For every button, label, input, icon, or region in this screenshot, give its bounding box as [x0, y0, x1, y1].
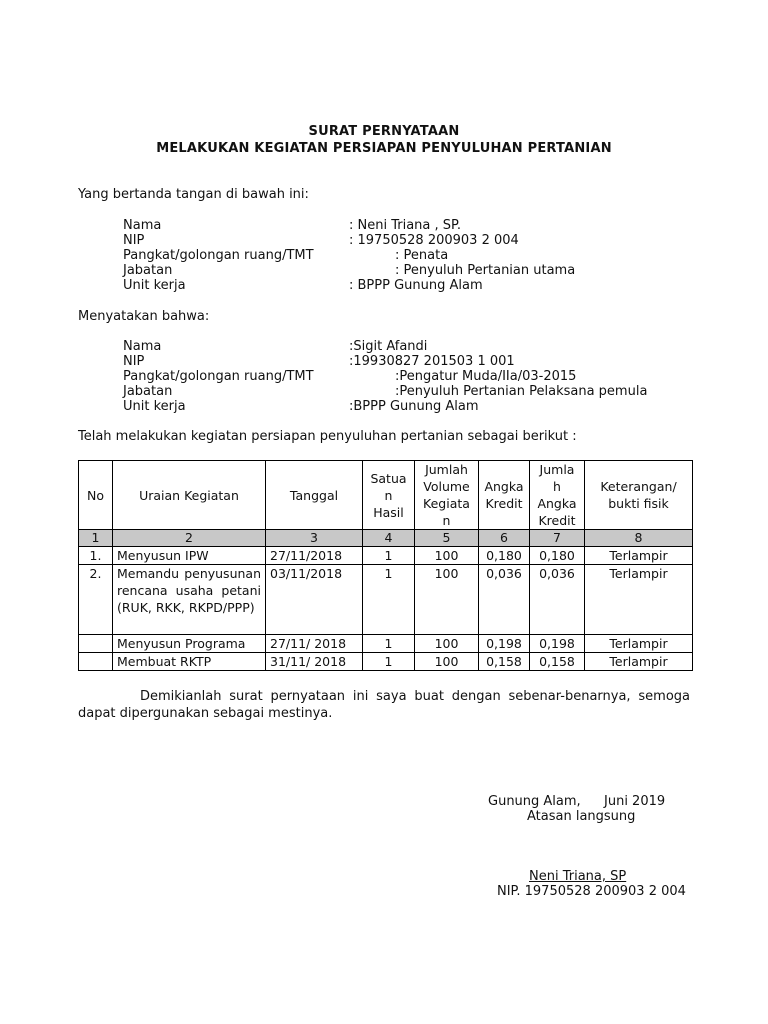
- signer-name: Neni Triana, SP: [529, 869, 627, 884]
- field-label: Pangkat/golongan ruang/TMT: [123, 248, 314, 263]
- cell-angka: 0,180: [479, 547, 530, 565]
- column-index: 6: [479, 530, 530, 547]
- document-title: SURAT PERNYATAAN: [308, 124, 460, 139]
- cell-keterangan: Terlampir: [585, 565, 693, 635]
- header-tanggal: Tanggal: [266, 461, 363, 530]
- table-row: [79, 547, 693, 565]
- header-text: Volume: [423, 479, 470, 494]
- field-value: :Penyuluh Pertanian Pelaksana pemula: [395, 384, 648, 399]
- field-value: :Pengatur Muda/IIa/03-2015: [395, 369, 577, 384]
- header-text: n: [442, 513, 451, 528]
- field-label: Unit kerja: [123, 399, 186, 414]
- header-text: Kegiata: [423, 496, 470, 511]
- header-angka: [479, 461, 530, 530]
- header-text: Jumlah: [425, 462, 468, 477]
- column-index: 7: [530, 530, 585, 547]
- header-text: n: [384, 487, 393, 503]
- cell-tanggal: 03/11/2018: [266, 565, 363, 635]
- header-jumlah: [415, 461, 479, 530]
- header-text: bukti fisik: [608, 496, 669, 511]
- cell-satuan: 1: [363, 547, 415, 565]
- cell-jumlah: 100: [415, 653, 479, 671]
- cell-jumlah: 100: [415, 635, 479, 653]
- table-row: [79, 653, 693, 671]
- cell-jumlah-angka: 0,036: [530, 565, 585, 635]
- header-no: No: [79, 461, 113, 530]
- activity-table: [78, 460, 693, 671]
- cell-jumlah-angka: 0,158: [530, 653, 585, 671]
- cell-jumlah: 100: [415, 547, 479, 565]
- field-value: : Penata: [395, 248, 449, 263]
- cell-no: 2.: [79, 565, 113, 635]
- field-label: Jabatan: [123, 384, 173, 399]
- cell-jumlah-angka: 0,198: [530, 635, 585, 653]
- column-index: 8: [585, 530, 693, 547]
- column-index: 5: [415, 530, 479, 547]
- intro-text: Yang bertanda tangan di bawah ini:: [78, 187, 309, 202]
- cell-tanggal: 31/11/ 2018: [266, 653, 363, 671]
- header-keterangan: [585, 461, 693, 530]
- signer-nip: NIP. 19750528 200903 2 004: [497, 884, 686, 899]
- cell-jumlah-angka: 0,180: [530, 547, 585, 565]
- cell-uraian: Menyusun IPW: [113, 547, 266, 565]
- field-label: NIP: [123, 233, 145, 248]
- field-value: :Sigit Afandi: [349, 339, 428, 354]
- signature-place: Gunung Alam,: [488, 794, 581, 809]
- cell-no: [79, 635, 113, 653]
- field-label: Nama: [123, 218, 162, 233]
- cell-satuan: 1: [363, 565, 415, 635]
- signature-date: Juni 2019: [604, 794, 666, 809]
- cell-angka: 0,198: [479, 635, 530, 653]
- header-text: h: [553, 479, 561, 494]
- table-row: [79, 565, 693, 635]
- cell-keterangan: Terlampir: [585, 547, 693, 565]
- header-text: Angka: [537, 496, 577, 511]
- field-label: Nama: [123, 339, 162, 354]
- field-label: NIP: [123, 354, 145, 369]
- cell-jumlah: 100: [415, 565, 479, 635]
- field-value: : BPPP Gunung Alam: [349, 278, 483, 293]
- cell-satuan: 1: [363, 635, 415, 653]
- document-subtitle: MELAKUKAN KEGIATAN PERSIAPAN PENYULUHAN PERTANIAN: [156, 141, 612, 156]
- column-index: 2: [113, 530, 266, 547]
- header-text: Hasil: [373, 504, 404, 520]
- header-jumlah-angka: [530, 461, 585, 530]
- field-value: : 19750528 200903 2 004: [349, 233, 519, 248]
- cell-uraian: Memandu penyusunan rencana usaha petani (RUK, RKK, RKPD/PPP): [113, 565, 266, 635]
- field-value: : Neni Triana , SP.: [349, 218, 461, 233]
- header-text: Keterangan/: [600, 479, 677, 494]
- cell-angka: 0,158: [479, 653, 530, 671]
- header-text: Satua: [370, 470, 407, 486]
- header-text: Jumla: [539, 462, 575, 477]
- cell-keterangan: Terlampir: [585, 635, 693, 653]
- header-satuan: [363, 461, 415, 530]
- field-label: Jabatan: [123, 263, 173, 278]
- closing-paragraph: Demikianlah surat pernyataan ini saya buat dengan sebenar-benarnya, semoga dapat dipergunakan sebagai mestinya.: [78, 689, 690, 721]
- field-label: Unit kerja: [123, 278, 186, 293]
- field-label: Pangkat/golongan ruang/TMT: [123, 369, 314, 384]
- cell-angka: 0,036: [479, 565, 530, 635]
- header-uraian: Uraian Kegiatan: [113, 461, 266, 530]
- table-row: [79, 635, 693, 653]
- cell-no: [79, 653, 113, 671]
- declares-text: Menyatakan bahwa:: [78, 309, 210, 324]
- column-index: 4: [363, 530, 415, 547]
- signature-role: Atasan langsung: [527, 809, 636, 824]
- column-index: 3: [266, 530, 363, 547]
- activity-intro: Telah melakukan kegiatan persiapan penyuluhan pertanian sebagai berikut :: [78, 429, 577, 444]
- cell-uraian: Membuat RKTP: [113, 653, 266, 671]
- header-text: Kredit: [538, 513, 576, 528]
- cell-uraian: Menyusun Programa: [113, 635, 266, 653]
- field-value: :BPPP Gunung Alam: [349, 399, 479, 414]
- cell-no: 1.: [79, 547, 113, 565]
- column-index-row: [79, 530, 693, 547]
- cell-tanggal: 27/11/2018: [266, 547, 363, 565]
- cell-satuan: 1: [363, 653, 415, 671]
- column-index: 1: [79, 530, 113, 547]
- table-header-row: [79, 461, 693, 530]
- field-value: : Penyuluh Pertanian utama: [395, 263, 576, 278]
- cell-keterangan: Terlampir: [585, 653, 693, 671]
- header-text: Kredit: [485, 496, 523, 511]
- header-text: Angka: [484, 479, 524, 494]
- cell-tanggal: 27/11/ 2018: [266, 635, 363, 653]
- field-value: :19930827 201503 1 001: [349, 354, 515, 369]
